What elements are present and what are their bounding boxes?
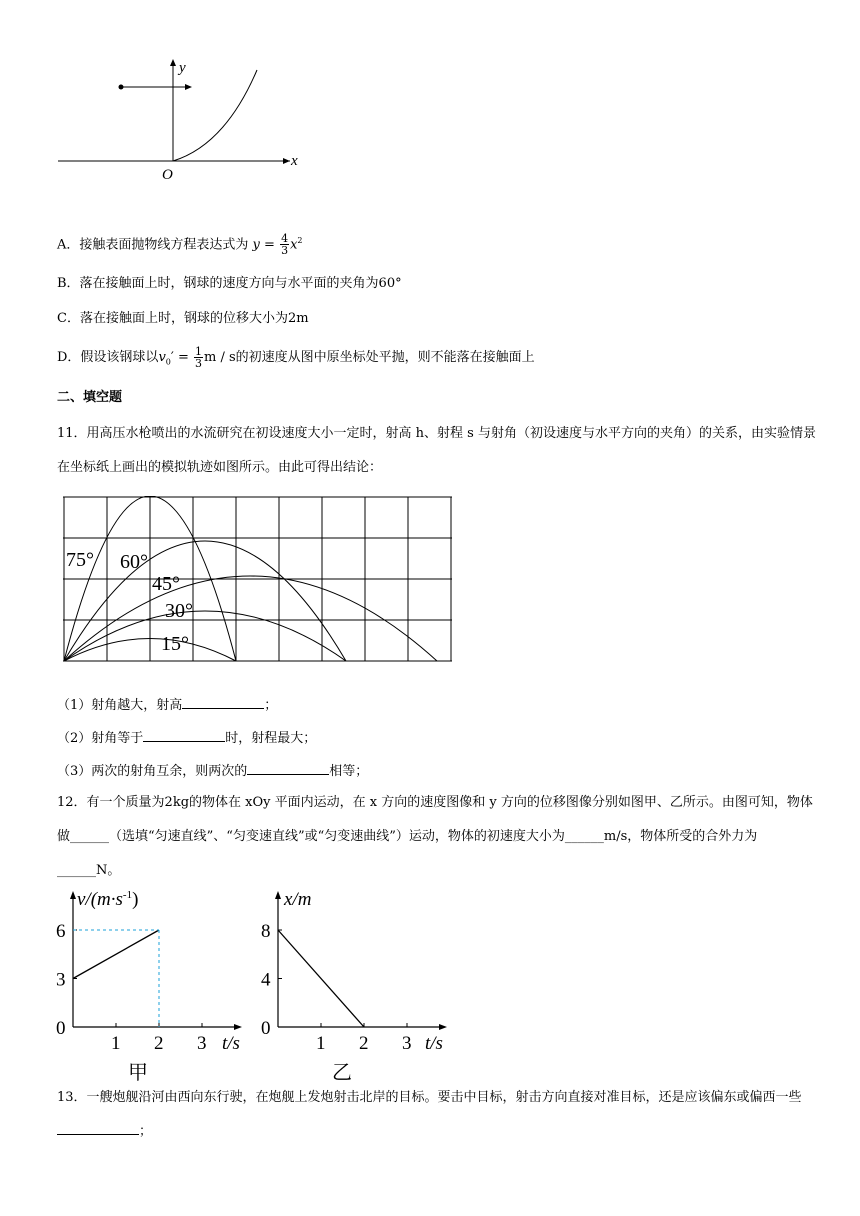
grid (63, 497, 452, 661)
y-axis-arrow (70, 891, 76, 899)
y-axis-label: $v/(m\cdot s^{-1})$ (77, 889, 139, 910)
answer-blank[interactable] (143, 727, 225, 742)
y-tick-label: 4 (261, 969, 271, 991)
y-axis-arrow (170, 59, 176, 66)
displacement-time-graph (258, 885, 468, 1085)
x-tick-label: 3 (197, 1033, 207, 1054)
angle-label-75: 75° (66, 549, 94, 571)
y-tick-label: 0 (56, 1018, 66, 1039)
question-11-text: 11．用高压水枪喷出的水流研究在初设速度大小一定时，射高 h、射程 s 与射角（初设速度与水平方向的夹角）的关系，由实验情景在坐标纸上画出的模拟轨迹如图所示。由此可得出结论： (57, 426, 816, 475)
series-line (278, 930, 364, 1027)
x-tick-label: 3 (402, 1033, 412, 1054)
y-tick-label: 8 (261, 921, 271, 942)
fraction: $\frac{4}{3}$ (281, 232, 289, 258)
angle-label-60: 60° (120, 551, 148, 573)
y-tick-label: 6 (56, 921, 66, 942)
y-tick-label: 3 (56, 969, 66, 991)
answer-blank[interactable] (182, 694, 264, 709)
answer-blank[interactable] (57, 1120, 139, 1135)
trajectory-30 (64, 611, 346, 661)
x-axis-arrow (439, 1024, 447, 1030)
angle-label-45: 45° (152, 573, 180, 595)
parabola-curve (173, 70, 257, 161)
x-axis-label: x (291, 153, 298, 169)
angle-label-15: 15° (161, 633, 189, 655)
answer-blank[interactable] (247, 760, 329, 775)
trajectory-45 (64, 576, 437, 661)
angle-label-30: 30° (165, 600, 193, 622)
x-axis-arrow (283, 158, 290, 164)
option-d: D．假设该钢球以$v_0'$ = $\frac{1}{3}$ m / s的初速度从图中原坐标处平抛，则不能落在接触面上 (57, 345, 535, 370)
question-11-item-3: （3）两次的射角互余，则两次的 相等； (57, 760, 368, 781)
x-tick-label: 2 (359, 1033, 369, 1054)
option-b: B．落在接触面上时，钢球的速度方向与水平面的夹角为60° (57, 276, 402, 291)
x-tick-label: 2 (154, 1033, 164, 1054)
velocity-arrowhead (185, 84, 192, 90)
section-title: 二、填空题 (57, 390, 123, 405)
option-a: A．接触表面抛物线方程表达式为 y = $\frac{4}{3}$ $x^2$ (57, 232, 303, 258)
parabola-figure (50, 55, 310, 185)
question-12-text: 12．有一个质量为2kg的物体在 xOy 平面内运动，在 x 方向的速度图像和 y 方向的位移图像分别如图甲、乙所示。由图可知，物体做______（选填“匀速直线”、“匀变速直线”或“匀变速曲线”）运动，物体的初速度大小为______m/s，物体所受的合外力为______N。 (57, 795, 813, 878)
y-axis-arrow (275, 891, 281, 899)
x-axis-arrow (234, 1024, 242, 1030)
graph-caption: 乙 (332, 1062, 352, 1084)
series-line (73, 930, 159, 979)
x-axis-label: t/s (222, 1033, 240, 1054)
graph-caption: 甲 (128, 1062, 148, 1084)
velocity-time-graph (50, 885, 260, 1085)
fraction: $\frac{1}{3}$ (195, 345, 203, 370)
question-11-item-1: （1）射角越大，射高 ； (57, 694, 277, 715)
origin-label: O (162, 167, 173, 183)
option-c: C．落在接触面上时，钢球的位移大小为2m (57, 311, 309, 326)
y-tick-label: 0 (261, 1018, 271, 1039)
question-11-item-2: （2）射角等于 时，射程最大； (57, 727, 316, 748)
y-axis-label: x/m (284, 889, 312, 910)
question-13-text: 13．一艘炮舰沿河由西向东行驶，在炮舰上发炮射击北岸的目标。要击中目标，射击方向直接对准目标，还是应该偏东或偏西一些； (57, 1090, 802, 1139)
x-axis-label: t/s (425, 1033, 443, 1054)
x-tick-label: 1 (316, 1033, 326, 1054)
trajectory-grid-figure (63, 496, 455, 664)
trajectory-60 (64, 541, 346, 661)
y-axis-label: y (179, 60, 186, 76)
x-tick-label: 1 (111, 1033, 121, 1054)
